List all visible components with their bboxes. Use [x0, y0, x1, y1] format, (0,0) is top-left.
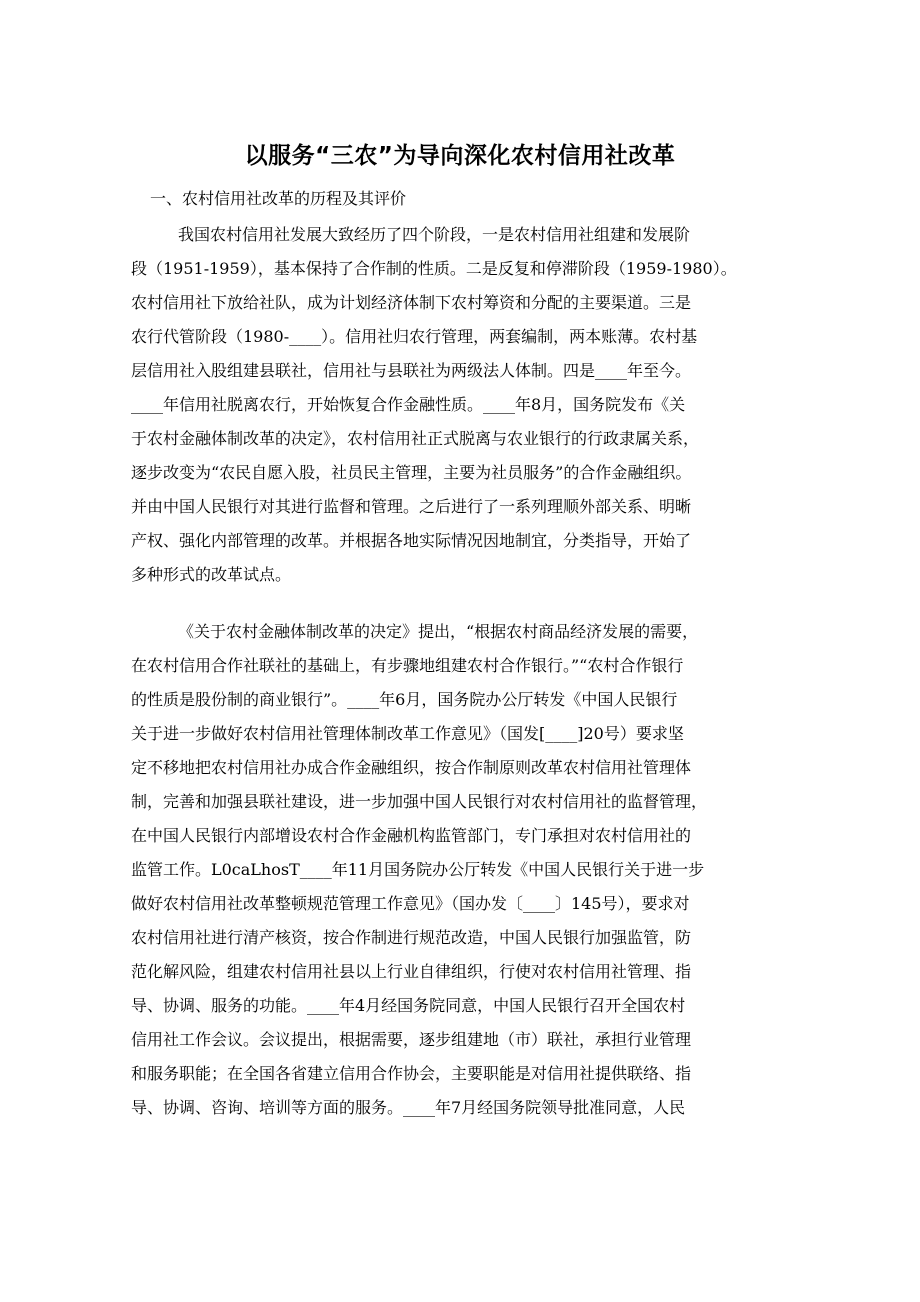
paragraph-line: 我国农村信用社发展大致经历了四个阶段，一是农村信用社组建和发展阶 — [178, 225, 691, 244]
paragraph-line: 段（1951-1959），基本保持了合作制的性质。二是反复和停滞阶段（1959-1980）。 — [131, 259, 737, 278]
paragraph-line: 关于进一步做好农村信用社管理体制改革工作意见》（国发[____]20号）要求坚 — [131, 724, 684, 743]
paragraph-line: 监管工作。L0caLhosT____年11月国务院办公厅转发《中国人民银行关于进一步 — [131, 860, 705, 879]
paragraph-line: 多种形式的改革试点。 — [131, 565, 292, 584]
paragraph-line: 导、协调、服务的功能。____年4月经国务院同意，中国人民银行召开全国农村 — [131, 996, 686, 1015]
document-title: 以服务“三农”为导向深化农村信用社改革 — [244, 143, 676, 169]
paragraph-line: 在中国人民银行内部增设农村合作金融机构监管部门，专门承担对农村信用社的 — [131, 826, 692, 845]
paragraph-line: 于农村金融体制改革的决定》，农村信用社正式脱离与农业银行的行政隶属关系， — [131, 429, 700, 448]
paragraph-line: 农村信用社进行清产核资，按合作制进行规范改造，中国人民银行加强监管，防 — [131, 928, 692, 947]
paragraph-line: 和服务职能；在全国各省建立信用合作协会，主要职能是对信用社提供联络、指 — [131, 1064, 692, 1083]
paragraph-line: 信用社工作会议。会议提出，根据需要，逐步组建地（市）联社，承担行业管理 — [131, 1030, 692, 1049]
paragraph-line: 定不移地把农村信用社办成合作金融组织，按合作制原则改革农村信用社管理体 — [131, 758, 692, 777]
paragraph-line: 农行代管阶段（1980-____）。信用社归农行管理，两套编制，两本账薄。农村基 — [131, 327, 698, 346]
paragraph-1 — [131, 218, 791, 592]
paragraph-line: ____年信用社脱离农行，开始恢复合作金融性质。____年8月，国务院发布《关 — [131, 395, 686, 414]
paragraph-line: 产权、强化内部管理的改革。并根据各地实际情况因地制宜，分类指导，开始了 — [131, 531, 692, 550]
paragraph-line: 做好农村信用社改革整顿规范管理工作意见》（国办发〔____〕145号），要求对 — [131, 894, 690, 913]
paragraph-line: 层信用社入股组建县联社，信用社与县联社为两级法人体制。四是____年至今。 — [131, 361, 692, 380]
paragraph-2 — [131, 615, 791, 1125]
paragraph-line: 制，完善和加强县联社建设，进一步加强中国人民银行对农村信用社的监督管理， — [131, 792, 708, 811]
paragraph-line: 逐步改变为“农民自愿入股，社员民主管理，主要为社员服务”的合作金融组织。 — [131, 463, 692, 482]
paragraph-line: 农村信用社下放给社队，成为计划经济体制下农村筹资和分配的主要渠道。三是 — [131, 293, 692, 312]
section-heading: 一、农村信用社改革的历程及其评价 — [150, 189, 407, 208]
paragraph-line: 导、协调、咨询、培训等方面的服务。____年7月经国务院领导批准同意，人民 — [131, 1098, 686, 1117]
paragraph-line: 的性质是股份制的商业银行”。____年6月，国务院办公厅转发《中国人民银行 — [131, 690, 678, 709]
paragraph-line: 《关于农村金融体制改革的决定》提出，“根据农村商品经济发展的需要， — [178, 622, 699, 641]
paragraph-line: 范化解风险，组建农村信用社县以上行业自律组织，行使对农村信用社管理、指 — [131, 962, 692, 981]
paragraph-line: 在农村信用合作社联社的基础上，有步骤地组建农村合作银行。”“农村合作银行 — [131, 656, 684, 675]
paragraph-line: 并由中国人民银行对其进行监督和管理。之后进行了一系列理顺外部关系、明晰 — [131, 497, 692, 516]
